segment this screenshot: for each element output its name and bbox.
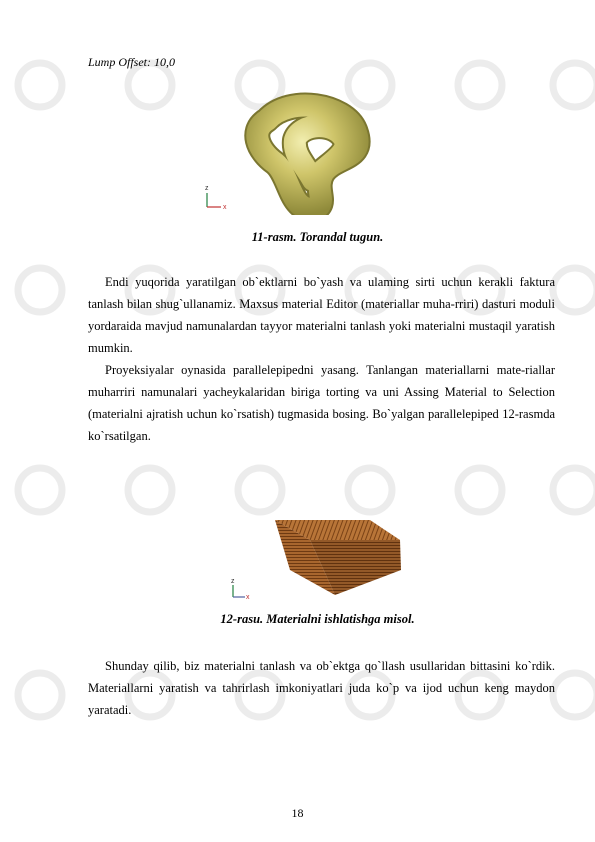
axis-z-label: z (205, 185, 209, 192)
axis-z-label: z (231, 578, 235, 585)
axis-gizmo-icon (205, 185, 227, 211)
wood-box-figure (225, 515, 410, 605)
axis-gizmo-icon (231, 578, 250, 601)
figure11-caption: 11-rasm. Torandal tugun. (251, 230, 384, 244)
torus-knot-figure (195, 85, 390, 215)
lump-offset-note: Lump Offset: 10,0 (88, 55, 175, 69)
paragraph-2: Proyeksiyalar oynasida parallelepipedni yasang. Tanlangan materiallarni mate-riallar muharriri namunalari yacheykalaridan biriga torting va uni Assing Material to Selection (materialni ajratish uchun ko`rsatish) tugmasida bosing. Bo`yalgan parallelepiped 12-rasmda ko`rsatilgan. (88, 363, 555, 443)
paragraph-1: Endi yuqorida yaratilgan ob`ektlarni bo`yash va ulaming sirti uchun kerakli faktura tanlash bilan shug`ullanamiz. Maxsus material Editor (materiallar muha-rriri) dasturi moduli yordaraida mavjud namunalardan tayyor materialni tanlash yoki materialni mustaqil yaratish mumkin. (88, 275, 555, 355)
paragraph-3: Shunday qilib, biz materialni tanlash va ob`ektga qo`llash usullaridan bittasini ko`rdik. Materiallarni yaratish va tahrirlash imkoniyatlari juda ko`p va ijod uchun keng maydon yaratadi. (88, 659, 555, 717)
axis-x-label: x (223, 204, 227, 211)
axis-x-label: x (246, 594, 250, 601)
figure12-caption: 12-rasu. Materialni ishlatishga misol. (220, 612, 415, 626)
page-number: 18 (291, 806, 304, 820)
